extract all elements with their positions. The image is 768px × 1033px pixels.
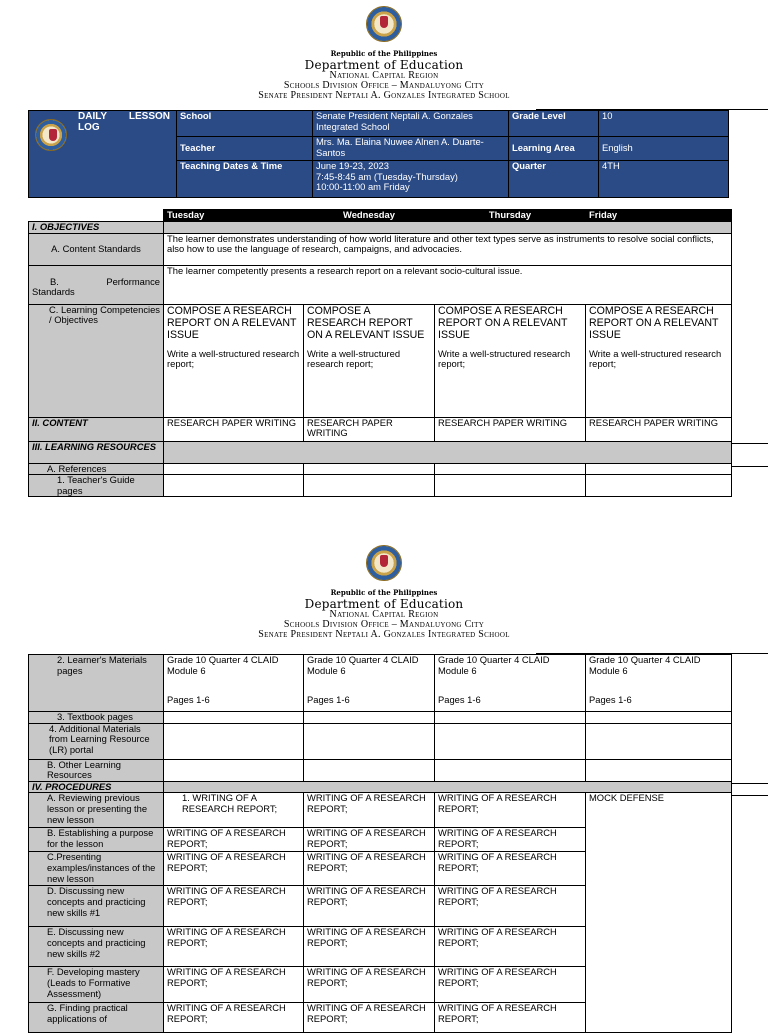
resources-heading: III. LEARNING RESOURCES (29, 441, 164, 463)
area-value: English (599, 137, 729, 161)
procedure-e-wednesday: WRITING OF A RESEARCH REPORT; (304, 927, 435, 967)
references-label: A. References (29, 463, 164, 475)
competency-wednesday: COMPOSE A RESEARCH REPORT ON A RELEVANT ISSUE Write a well-structured research report; (304, 304, 435, 417)
school-label: School (177, 111, 313, 137)
republic-line: Republic of the Philippines (330, 49, 438, 58)
additional-materials-label: 4. Additional Materials from Learning Resource (LR) portal (29, 723, 164, 759)
procedure-c-thursday: WRITING OF A RESEARCH REPORT; (435, 852, 586, 886)
dates-label: Teaching Dates & Time (177, 161, 313, 198)
content-standards-text: The learner demonstrates understanding of how world literature and other text types serve as instruments to resolve social conflicts, also how to use the language of research, campaigns, and advocacies. (164, 233, 732, 265)
performance-standards-text: The learner competently presents a research report on a relevant socio-cultural issue. (164, 265, 732, 304)
lm-wednesday: Grade 10 Quarter 4 CLAID Module 6 Pages 1-6 (304, 655, 435, 712)
procedure-b-wednesday: WRITING OF A RESEARCH REPORT; (304, 828, 435, 852)
grade-label: Grade Level (509, 111, 599, 137)
procedure-a-thursday: WRITING OF A RESEARCH REPORT; (435, 793, 586, 828)
other-resources-label: B. Other Learning Resources (29, 759, 164, 781)
school-line: Senate President Neptali A. Gonzales Integrated School (258, 629, 510, 640)
letterhead-2 (0, 545, 768, 640)
objectives-heading: I. OBJECTIVES (29, 222, 164, 234)
dll-title: DAILY LESSON LOG (78, 111, 170, 133)
teachers-guide-label: 1. Teacher's Guide pages (29, 475, 164, 497)
school-value: Senate President Neptali A. Gonzales Integrated School (313, 111, 509, 137)
teacher-label: Teacher (177, 137, 313, 161)
procedure-e-tuesday: WRITING OF A RESEARCH REPORT; (164, 927, 304, 967)
procedure-e-label: E. Discussing new concepts and practicing new skills #2 (29, 927, 164, 967)
day-header-tuesday: Tuesday (164, 210, 304, 222)
day-header-thursday: Thursday (435, 210, 586, 222)
lesson-table-part-1 (28, 209, 732, 497)
learners-materials-label: 2. Learner's Materials pages (29, 655, 164, 712)
competency-tuesday: COMPOSE A RESEARCH REPORT ON A RELEVANT ISSUE Write a well-structured research report; (164, 304, 304, 417)
procedure-d-tuesday: WRITING OF A RESEARCH REPORT; (164, 886, 304, 927)
content-thursday: RESEARCH PAPER WRITING (435, 417, 586, 441)
procedure-f-wednesday: WRITING OF A RESEARCH REPORT; (304, 967, 435, 1003)
procedure-b-thursday: WRITING OF A RESEARCH REPORT; (435, 828, 586, 852)
dll-title-cell (29, 111, 177, 198)
procedure-c-label: C.Presenting examples/instances of the new lesson (29, 852, 164, 886)
procedure-a-label: A. Reviewing previous lesson or presenting the new lesson (29, 793, 164, 828)
procedures-heading: IV. PROCEDURES (29, 781, 164, 793)
lm-thursday: Grade 10 Quarter 4 CLAID Module 6 Pages 1-6 (435, 655, 586, 712)
deped-seal-icon (366, 6, 402, 42)
procedure-c-wednesday: WRITING OF A RESEARCH REPORT; (304, 852, 435, 886)
dates-line-1: June 19-23, 2023 (316, 160, 389, 171)
lesson-info-table (28, 110, 729, 198)
dates-line-2: 7:45-8:45 am (Tuesday-Thursday) (316, 170, 458, 182)
procedure-d-label: D. Discussing new concepts and practicing new skills #1 (29, 886, 164, 927)
page-2 (0, 545, 768, 1024)
content-wednesday: RESEARCH PAPER WRITING (304, 417, 435, 441)
day-header-wednesday: Wednesday (304, 210, 435, 222)
procedure-a-tuesday: 1. WRITING OF A RESEARCH REPORT; (164, 793, 304, 828)
procedure-g-label: G. Finding practical applications of (29, 1003, 164, 1033)
procedure-f-tuesday: WRITING OF A RESEARCH REPORT; (164, 967, 304, 1003)
division-line: Schools Division Office – Mandaluyong City (283, 619, 485, 630)
lm-friday: Grade 10 Quarter 4 CLAID Module 6 Pages 1-6 (586, 655, 732, 712)
department-line: Department of Education (304, 58, 464, 72)
procedure-f-label: F. Developing mastery (Leads to Formative Assessment) (29, 967, 164, 1003)
teacher-value: Mrs. Ma. Elaina Nuwee Alnen A. Duarte-Santos (313, 137, 509, 161)
row-rule (731, 783, 768, 784)
region-line: National Capital Region (329, 609, 439, 620)
area-label: Learning Area (509, 137, 599, 161)
row-rule (731, 443, 768, 444)
competencies-label: C. Learning Competencies / Objectives (29, 304, 164, 417)
procedure-a-wednesday: WRITING OF A RESEARCH REPORT; (304, 793, 435, 828)
procedure-g-wednesday: WRITING OF A RESEARCH REPORT; (304, 1003, 435, 1033)
dates-value (313, 161, 509, 198)
procedure-f-thursday: WRITING OF A RESEARCH REPORT; (435, 967, 586, 1003)
procedure-d-thursday: WRITING OF A RESEARCH REPORT; (435, 886, 586, 927)
day-header-friday: Friday (586, 210, 732, 222)
deped-seal-small-icon (35, 119, 67, 151)
dates-line-3: 10:00-11:00 am Friday (316, 181, 410, 193)
competency-friday: COMPOSE A RESEARCH REPORT ON A RELEVANT ISSUE Write a well-structured research report; (586, 304, 732, 417)
division-line: Schools Division Office – Mandaluyong City (283, 80, 485, 91)
competency-thursday: COMPOSE A RESEARCH REPORT ON A RELEVANT ISSUE Write a well-structured research report; (435, 304, 586, 417)
row-rule (731, 795, 768, 796)
content-friday: RESEARCH PAPER WRITING (586, 417, 732, 441)
region-line: National Capital Region (329, 70, 439, 81)
performance-standards-label: B. Performance Standards (29, 265, 164, 304)
procedure-g-tuesday: WRITING OF A RESEARCH REPORT; (164, 1003, 304, 1033)
lm-tuesday: Grade 10 Quarter 4 CLAID Module 6 Pages 1-6 (164, 655, 304, 712)
procedure-b-tuesday: WRITING OF A RESEARCH REPORT; (164, 828, 304, 852)
procedure-friday: MOCK DEFENSE (586, 793, 732, 1033)
quarter-value: 4TH (599, 161, 729, 198)
procedure-b-label: B. Establishing a purpose for the lesson (29, 828, 164, 852)
content-heading: II. CONTENT (29, 417, 164, 441)
letterhead (0, 0, 768, 101)
procedure-g-thursday: WRITING OF A RESEARCH REPORT; (435, 1003, 586, 1033)
content-standards-label: A. Content Standards (29, 233, 164, 265)
procedure-e-thursday: WRITING OF A RESEARCH REPORT; (435, 927, 586, 967)
page-1 (0, 0, 768, 496)
grade-value: 10 (599, 111, 729, 137)
republic-line: Republic of the Philippines (330, 588, 438, 597)
lesson-table-part-2 (28, 654, 732, 1033)
quarter-label: Quarter (509, 161, 599, 198)
textbook-label: 3. Textbook pages (29, 712, 164, 724)
deped-seal-icon (366, 545, 402, 581)
procedure-c-tuesday: WRITING OF A RESEARCH REPORT; (164, 852, 304, 886)
content-tuesday: RESEARCH PAPER WRITING (164, 417, 304, 441)
school-line: Senate President Neptali A. Gonzales Integrated School (258, 90, 510, 101)
department-line: Department of Education (304, 597, 464, 611)
row-rule (731, 466, 768, 467)
procedure-d-wednesday: WRITING OF A RESEARCH REPORT; (304, 886, 435, 927)
